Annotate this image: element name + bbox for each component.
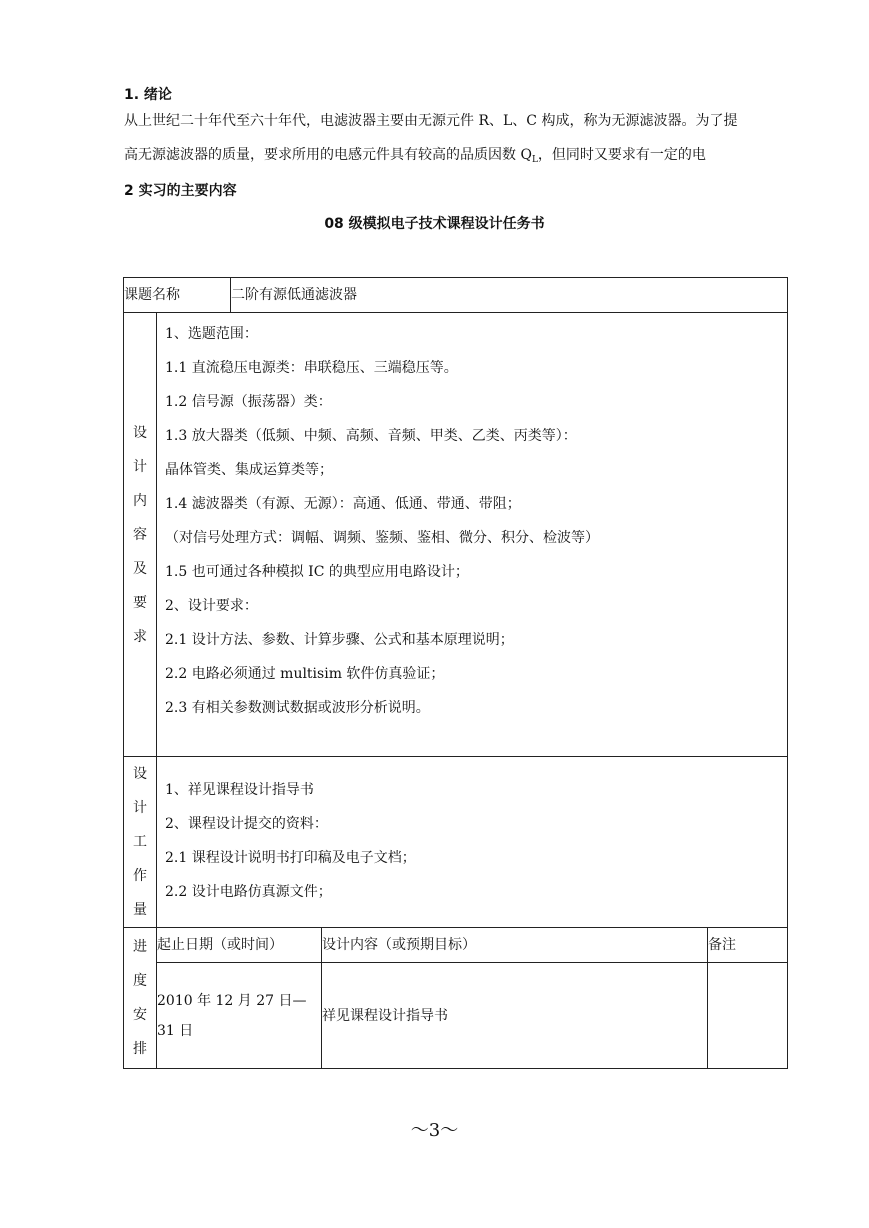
- workload-label-char: 量: [133, 902, 147, 918]
- schedule-date-line-2: 31 日: [157, 1022, 194, 1039]
- content-line: （对信号处理方式：调幅、调频、鉴频、鉴相、微分、积分、检波等）: [165, 530, 599, 546]
- workload-label-char: 设: [133, 766, 147, 782]
- intro-line-2-text: 高无源滤波器的质量，要求所用的电感元件具有较高的品质因数 Q: [124, 147, 532, 163]
- schedule-date-cell: [157, 963, 322, 1069]
- workload-body-cell: [157, 757, 788, 928]
- content-line: 1.5 也可通过各种模拟 IC 的典型应用电路设计；: [165, 564, 469, 580]
- workload-vertical-label: [124, 757, 156, 927]
- schedule-note-cell: [708, 963, 788, 1069]
- content-vertical-label: [124, 416, 156, 654]
- task-table: [123, 277, 788, 1069]
- schedule-label-char: 排: [133, 1041, 147, 1057]
- workload-lines: [157, 757, 787, 909]
- content-line: 晶体管类、集成运算类等；: [165, 462, 333, 478]
- workload-line: 2、课程设计提交的资料：: [165, 816, 328, 832]
- workload-label-char: 工: [133, 834, 147, 850]
- page-number: ～3～: [410, 1120, 459, 1141]
- section-2-heading: 2 实习的主要内容: [124, 183, 237, 199]
- content-label-char: 求: [133, 628, 147, 645]
- content-line: 1、选题范围：: [165, 326, 258, 342]
- schedule-header-note: 备注: [708, 928, 788, 963]
- workload-line: 1、祥见课程设计指导书: [165, 782, 314, 798]
- content-line: 2、设计要求：: [165, 598, 258, 614]
- workload-label-char: 作: [133, 868, 147, 884]
- content-line: 2.1 设计方法、参数、计算步骤、公式和基本原理说明；: [165, 632, 514, 648]
- content-label-cell: [124, 313, 157, 757]
- intro-line-2-tail: ，但同时又要求有一定的电: [537, 147, 706, 163]
- content-label-char: 计: [133, 458, 147, 475]
- intro-paragraph-line-1: 从上世纪二十年代至六十年代，电滤波器主要由无源元件 R、L、C 构成，称为无源滤波器。为了提: [124, 113, 738, 129]
- content-label-char: 要: [133, 594, 147, 611]
- content-line: 1.2 信号源（振荡器）类：: [165, 394, 332, 410]
- schedule-header-date: 起止日期（或时间）: [157, 928, 322, 963]
- content-row: [124, 313, 788, 757]
- schedule-label-char: 度: [133, 973, 147, 989]
- document-title: 08 级模拟电子技术课程设计任务书: [324, 216, 545, 232]
- content-line: 1.1 直流稳压电源类：串联稳压、三端稳压等。: [165, 360, 458, 376]
- schedule-label-char: 安: [133, 1007, 147, 1023]
- content-label-char: 及: [133, 560, 147, 577]
- content-line: 2.3 有相关参数测试数据或波形分析说明。: [165, 700, 430, 716]
- workload-label-char: 计: [133, 800, 147, 816]
- schedule-label-cell: [124, 928, 157, 1069]
- workload-label-cell: [124, 757, 157, 928]
- intro-paragraph-line-2: [124, 144, 706, 165]
- topic-value: 二阶有源低通滤波器: [231, 278, 788, 313]
- schedule-header-row: [124, 928, 788, 963]
- workload-line: 2.1 课程设计说明书打印稿及电子文档；: [165, 850, 416, 866]
- content-line: 1.3 放大器类（低频、中频、高频、音频、甲类、乙类、丙类等）：: [165, 428, 577, 444]
- content-line: 2.2 电路必须通过 multisim 软件仿真验证；: [165, 666, 445, 682]
- content-lines: [157, 313, 787, 725]
- schedule-vertical-label: [124, 930, 156, 1066]
- topic-row: [124, 278, 788, 313]
- schedule-row: [124, 963, 788, 1069]
- schedule-header-content: 设计内容（或预期目标）: [322, 928, 708, 963]
- content-label-char: 容: [133, 526, 147, 543]
- content-label-char: 内: [133, 492, 147, 509]
- schedule-content-cell: 祥见课程设计指导书: [322, 963, 708, 1069]
- q-subscript: L: [531, 155, 538, 165]
- content-body-cell: [157, 313, 788, 757]
- content-label-char: 设: [133, 424, 147, 441]
- schedule-label-char: 进: [133, 939, 147, 955]
- schedule-date-line-1: 2010 年 12 月 27 日—: [157, 992, 307, 1009]
- content-line: 1.4 滤波器类（有源、无源）：高通、低通、带通、带阻；: [165, 496, 521, 512]
- workload-line: 2.2 设计电路仿真源文件；: [165, 884, 332, 900]
- section-1-heading: 1. 绪论: [124, 87, 172, 103]
- topic-label: 课题名称: [124, 278, 231, 313]
- workload-row: [124, 757, 788, 928]
